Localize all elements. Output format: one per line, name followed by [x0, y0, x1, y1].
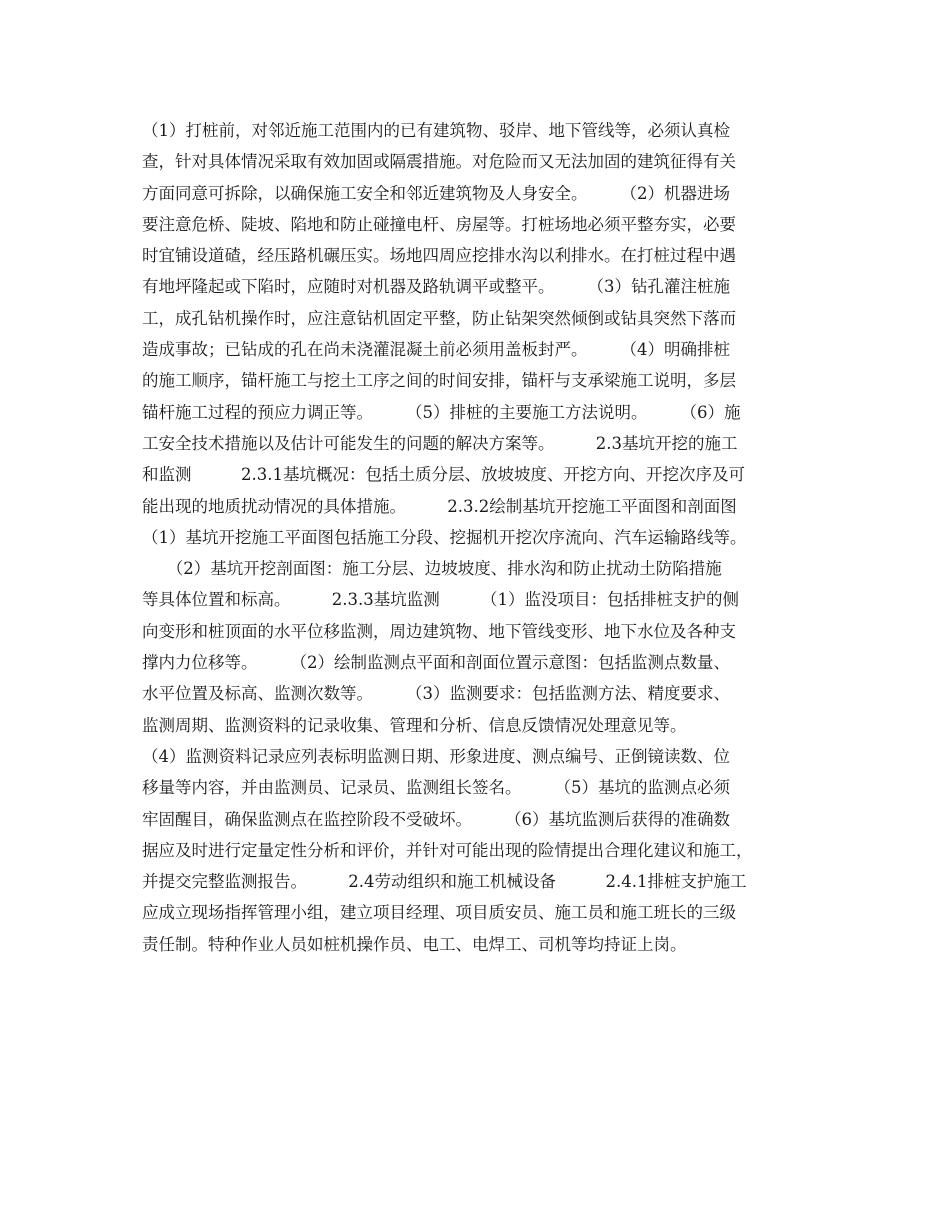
text-line-23: 牢固醒目，确保监测点在监控阶段不受破坏。 （6）基坑监测后获得的准确数 — [142, 809, 730, 829]
text-line-10: 锚杆施工过程的预应力调正等。 （5）排桩的主要施工方法说明。 （6）施 — [142, 402, 741, 422]
body-text — [142, 115, 832, 960]
text-line-24: 据应及时进行定量定性分析和评价，并针对可能出现的险情提出合理化建议和施工， — [142, 840, 753, 860]
text-line-4: 要注意危桥、陡坡、陷地和防止碰撞电杆、房屋等。打桩场地必须平整夯实，必要 — [142, 214, 736, 234]
text-line-13: 能出现的地质扰动情况的具体措施。 2.3.2绘制基坑开挖施工平面图和剖面图 — [142, 496, 737, 516]
text-line-5: 时宜铺设道碴，经压路机碾压实。场地四周应挖排水沟以利排水。在打桩过程中遇 — [142, 246, 736, 266]
text-line-20: 监测周期、监测资料的记录收集、管理和分析、信息反馈情况处理意见等。 — [142, 715, 687, 735]
text-line-16: 等具体位置和标高。 2.3.3基坑监测 （1）监没项目：包括排桩支护的侧 — [142, 590, 739, 610]
text-line-17: 向变形和桩顶面的水平位移监测，周边建筑物、地下管线变形、地下水位及各种支 — [142, 621, 736, 641]
text-line-22: 移量等内容，并由监测员、记录员、监测组长签名。 （5）基坑的监测点必须 — [142, 778, 730, 798]
text-line-19: 水平位置及标高、监测次数等。 （3）监测要求：包括监测方法、精度要求、 — [142, 684, 730, 704]
text-line-1: （1）打桩前，对邻近施工范围内的已有建筑物、驳岸、地下管线等，必须认真检 — [142, 121, 730, 140]
text-line-18: 撑内力位移等。 （2）绘制监测点平面和剖面位置示意图：包括监测点数量、 — [142, 653, 730, 673]
text-line-12: 和监测 2.3.1基坑概况：包括土质分层、放坡坡度、开挖方向、开挖次序及可 — [142, 465, 745, 485]
text-line-8: 造成事故；已钻成的孔在尚未浇灌混凝土前必须用盖板封严。 （4）明确排桩 — [142, 340, 730, 360]
text-line-21: （4）监测资料记录应列表标明监测日期、形象进度、测点编号、正倒镜读数、位 — [142, 746, 730, 766]
text-line-26: 应成立现场指挥管理小组，建立项目经理、项目质安员、施工员和施工班长的三级 — [142, 903, 736, 923]
text-line-15: （2）基坑开挖剖面图：施工分层、边坡坡度、排水沟和防止扰动土防陷措施 — [142, 559, 722, 579]
text-line-9: 的施工顺序，锚杆施工与挖土工序之间的时间安排，锚杆与支承梁施工说明，多层 — [142, 371, 736, 391]
text-line-14: （1）基坑开挖施工平面图包括施工分段、挖掘机开挖次序流向、汽车运输路线等。 — [142, 527, 747, 547]
text-line-27: 责任制。特种作业人员如桩机操作员、电工、电焊工、司机等均持证上岗。 — [142, 934, 687, 954]
text-line-11: 工安全技术措施以及估计可能发生的问题的解决方案等。 2.3基坑开挖的施工 — [142, 433, 738, 453]
text-line-6: 有地坪隆起或下陷时，应随时对机器及路轨调平或整平。 （3）钻孔灌注桩施 — [142, 277, 730, 297]
text-line-25: 并提交完整监测报告。 2.4劳动组织和施工机械设备 2.4.1排桩支护施工 — [142, 872, 747, 892]
text-line-7: 工，成孔钻机操作时，应注意钻机固定平整，防止钻架突然倾倒或钻具突然下落而 — [142, 308, 736, 328]
text-line-2: 查，针对具体情况采取有效加固或隔震措施。对危险而又无法加固的建筑征得有关 — [142, 152, 736, 172]
text-line-3: 方面同意可拆除，以确保施工安全和邻近建筑物及人身安全。 （2）机器进场 — [142, 183, 730, 203]
